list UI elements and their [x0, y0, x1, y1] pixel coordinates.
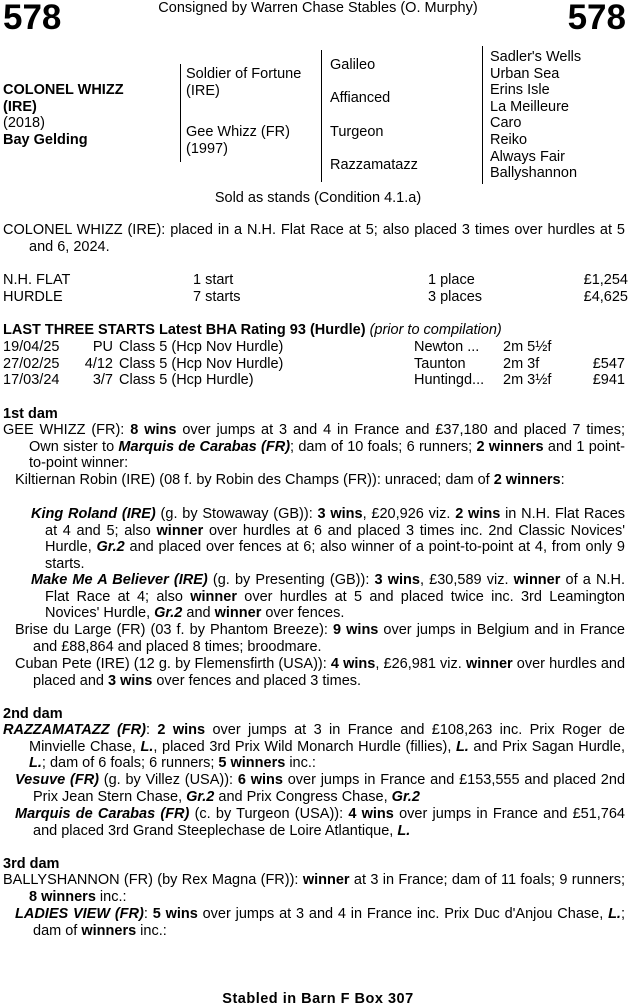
run-date: 19/04/25 [3, 339, 60, 355]
horse-identity [3, 82, 124, 148]
pedigree-dam-year: (1997) [186, 140, 228, 157]
first-dam-produce-winner: Make Me A Believer (IRE) (g. by Presenting (GB)): 3 wins, £30,589 viz. winner of a N.H. Flat Race at 4; also winner over hurdles at 5 and placed twice inc. 3rd Leamington Novices' Hurdle, Gr.2 and winner over fences. [31, 572, 626, 622]
second-dam-paragraph: RAZZAMATAZZ (FR): 2 wins over jumps at 3 in France and £108,263 inc. Prix Roger de Minvielle Chase, L., placed 3rd Prix Wild Monarch Hurdle (fillies), L. and Prix Sagan Hurdle, L.; dam of 6 foals; 6 runners; 5 winners inc.: [3, 722, 625, 772]
third-dam-heading: 3rd dam [3, 856, 60, 872]
second-dam-produce-winner: Marquis de Carabas (FR) (c. by Turgeon (USA)): 4 wins over jumps in France and £51,764 and placed 3rd Grand Steeplechase de Loire Atlantique, L. [15, 806, 625, 839]
great-grandsire-7: Always Fair [490, 148, 565, 165]
run-date: 27/02/25 [3, 355, 60, 372]
first-dam-produce-winner: King Roland (IRE) (g. by Stowaway (GB)): 3 wins, £20,926 viz. 2 wins in N.H. Flat Races at 4 and 5; also winner over hurdles at 6 and placed 3 times inc. 2nd Classic Novices' Hurdle, Gr.2 and placed over fences at 6; also winner of a point-to-point at 4, from only 9 starts. [31, 506, 626, 572]
run-row [3, 372, 625, 389]
run-position: 4/12 [84, 355, 113, 372]
run-row [3, 356, 625, 373]
sale-condition: Sold as stands (Condition 4.1.a) [214, 190, 422, 206]
run-course: Newton ... [414, 339, 480, 355]
run-distance: 2m 5½f [503, 339, 552, 355]
last-three-heading [3, 322, 502, 339]
grandsire-1: Galileo [330, 57, 376, 73]
first-dam-produce: Brise du Large (FR) (03 f. by Phantom Breeze): 9 wins over jumps in Belgium and in France and £88,864 and placed 8 times; broodmare. [15, 622, 625, 655]
second-dam-heading: 2nd dam [3, 706, 63, 722]
run-race: Class 5 (Hcp Nov Hurdle) [119, 339, 284, 355]
record-places: 1 place [428, 272, 475, 288]
record-starts: 7 starts [193, 289, 241, 305]
run-course: Taunton [414, 355, 466, 372]
stabling-footer: Stabled in Barn F Box 307 [222, 991, 414, 1007]
run-position: 3/7 [92, 372, 113, 389]
first-dam-paragraph: GEE WHIZZ (FR): 8 wins over jumps at 3 and 4 in France and £37,180 and placed 7 times; Own sister to Marquis de Carabas (FR); dam of 10 foals; 6 runners; 2 winners and 1 point-to-point winner: [3, 422, 625, 472]
pedigree-divider-1 [180, 64, 181, 162]
last-three-title: LAST THREE STARTS Latest BHA Rating 93 (Hurdle) [3, 322, 366, 338]
run-position: PU [92, 339, 113, 355]
second-dam-produce-winner: Vesuve (FR) (g. by Villez (USA)): 6 wins over jumps in France and £153,555 and placed 2nd Prix Jean Stern Chase, Gr.2 and Prix Congress Chase, Gr.2 [15, 772, 626, 805]
last-three-note: (prior to compilation) [369, 322, 502, 338]
lot-number-left: 578 [3, 0, 62, 37]
record-prize: £4,625 [583, 289, 628, 305]
run-prize: £547 [592, 355, 625, 372]
horse-description: Bay Gelding [3, 131, 88, 148]
record-type: HURDLE [3, 289, 63, 305]
record-row [3, 272, 628, 289]
run-row [3, 339, 625, 356]
grandsire-4: Razzamatazz [330, 157, 418, 173]
run-course: Huntingd... [414, 372, 485, 389]
horse-name-line2: (IRE) [3, 98, 37, 115]
horse-name-line1: COLONEL WHIZZ [3, 82, 124, 98]
record-row [3, 289, 628, 306]
great-grandsire-5: Caro [490, 115, 522, 132]
run-distance: 2m 3½f [503, 372, 552, 389]
pedigree-divider-2 [321, 50, 322, 182]
third-dam-produce-winner: LADIES VIEW (FR): 5 wins over jumps at 3 and 4 in France inc. Prix Duc d'Anjou Chase, L.; dam of winners inc.: [15, 906, 625, 939]
record-starts: 1 start [193, 272, 234, 288]
great-grandsire-1: Sadler's Wells [490, 49, 582, 65]
great-grandsire-4: La Meilleure [490, 98, 569, 115]
great-grandsire-3: Erins Isle [490, 82, 550, 99]
last-three-runs [3, 339, 625, 389]
run-prize: £941 [592, 372, 625, 389]
first-dam-produce: Cuban Pete (IRE) (12 g. by Flemensfirth (USA)): 4 wins, £26,981 viz. winner over hurdles and placed and 3 wins over fences and placed 3 times. [15, 656, 626, 689]
first-dam-heading: 1st dam [3, 406, 58, 422]
pedigree-dam-name: Gee Whizz (FR) [186, 124, 290, 140]
run-distance: 2m 3f [503, 355, 540, 372]
grandsire-2: Affianced [330, 90, 391, 106]
great-grandsire-8: Ballyshannon [490, 165, 578, 182]
pedigree-sire: Soldier of Fortune (IRE) [186, 66, 302, 99]
lot-number-right: 578 [567, 0, 626, 37]
great-grandsires [490, 49, 581, 182]
record-type: N.H. FLAT [3, 272, 71, 288]
intro-paragraph: COLONEL WHIZZ (IRE): placed in a N.H. Flat Race at 5; also placed 3 times over hurdles at 5 and 6, 2024. [3, 222, 625, 255]
record-places: 3 places [428, 289, 483, 305]
great-grandsire-6: Reiko [490, 131, 528, 148]
horse-year: (2018) [3, 115, 45, 132]
first-dam-produce: Kiltiernan Robin (IRE) (08 f. by Robin des Champs (FR)): unraced; dam of 2 winners: [15, 472, 565, 488]
great-grandsire-2: Urban Sea [490, 65, 560, 82]
grandsire-3: Turgeon [330, 124, 384, 140]
record-prize: £1,254 [583, 272, 628, 288]
pedigree-dam [186, 124, 290, 157]
third-dam-paragraph: BALLYSHANNON (FR) (by Rex Magna (FR)): winner at 3 in France; dam of 11 foals; 9 runners; 8 winners inc.: [3, 872, 625, 905]
run-date: 17/03/24 [3, 372, 60, 389]
consignor: Consigned by Warren Chase Stables (O. Murphy) [158, 0, 478, 16]
run-race: Class 5 (Hcp Nov Hurdle) [119, 355, 284, 372]
pedigree-divider-3 [482, 46, 483, 184]
run-race: Class 5 (Hcp Hurdle) [119, 372, 254, 389]
